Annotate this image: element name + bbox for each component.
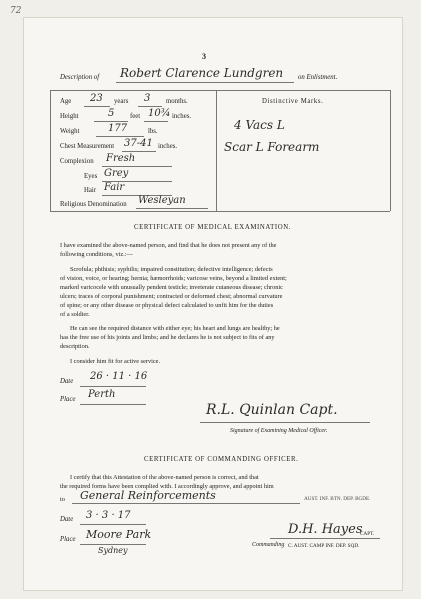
commanding-text-1: I certify that this Attestation of the above-named person is correct, and that bbox=[70, 474, 259, 481]
medical-intro-1: I have examined the above-named person, and find that he does not present any of the bbox=[60, 242, 277, 249]
complexion-rule bbox=[102, 166, 172, 167]
lbs-label: lbs. bbox=[148, 128, 158, 135]
height-feet-rule bbox=[94, 121, 128, 122]
attestation-page bbox=[10, 6, 402, 590]
medical-title: CERTIFICATE OF MEDICAL EXAMINATION. bbox=[134, 224, 292, 231]
description-suffix: on Enlistment. bbox=[298, 74, 338, 81]
height-label: Height bbox=[60, 113, 79, 120]
commanding-text-2: the required forms have been complied with. I accordingly approve, and appoint him bbox=[60, 483, 274, 490]
description-label: Description of bbox=[60, 74, 100, 81]
height-inches-rule bbox=[144, 121, 168, 122]
conditions-line-3: marked varicocele with unusually pendent testicle; inveterate cutaneous disease; chronic bbox=[60, 284, 283, 291]
medical-officer-signature: R.L. Quinlan Capt. bbox=[206, 402, 338, 418]
distinctive-marks-line-1: 4 Vacs L bbox=[234, 118, 285, 132]
commanding-date-rule bbox=[80, 524, 146, 525]
details-box-divider bbox=[216, 90, 217, 211]
age-months-value: 3 bbox=[144, 93, 151, 104]
commanding-place-label: Place bbox=[60, 536, 76, 543]
name-rule bbox=[116, 82, 294, 83]
conditions-line-6: of a soldier. bbox=[60, 311, 90, 318]
medical-signature-caption: Signature of Examining Medical Officer. bbox=[230, 428, 328, 434]
hair-label: Hair bbox=[84, 187, 97, 194]
eyes-label: Eyes bbox=[84, 173, 98, 180]
medical-intro-2: following conditions, viz.:— bbox=[60, 251, 133, 258]
hair-value: Fair bbox=[104, 182, 125, 193]
weight-label: Weight bbox=[60, 128, 80, 135]
medical-place-rule bbox=[80, 404, 146, 405]
medical-date-label: Date bbox=[60, 378, 74, 385]
commanding-label: Commanding bbox=[252, 542, 285, 548]
conditions-line-4: ulcers; traces of corporal punishment; contracted or deformed chest; abnormal curvature bbox=[60, 293, 283, 300]
details-box-bottom bbox=[50, 211, 390, 212]
recruit-name: Robert Clarence Lundgren bbox=[120, 66, 284, 80]
chest-label: Chest Measurement bbox=[60, 143, 115, 150]
unit-stamp: AUST. INF. BTN. DEP. BGDE. bbox=[304, 496, 371, 502]
details-box-left bbox=[50, 90, 51, 211]
years-label: years bbox=[114, 98, 129, 105]
medical-signature-rule bbox=[200, 422, 370, 423]
commanding-place-rule bbox=[80, 544, 146, 545]
commanding-signature: D.H. Hayes bbox=[288, 522, 363, 537]
age-years-value: 23 bbox=[90, 93, 103, 104]
distinctive-marks-label: Distinctive Marks. bbox=[262, 98, 324, 105]
chest-rule bbox=[122, 151, 156, 152]
commanding-signature-rule bbox=[270, 538, 380, 539]
chest-value: 37-41 bbox=[124, 138, 153, 149]
appointment-value: General Reinforcements bbox=[80, 489, 216, 502]
weight-rule bbox=[96, 136, 144, 137]
weight-value: 177 bbox=[108, 123, 128, 134]
commanding-place-note: Sydney bbox=[98, 546, 128, 555]
age-years-rule bbox=[84, 106, 110, 107]
conditions-line-2: of vision, voice, or hearing; hernia; hæmorrhoids; varicose veins, beyond a limited extent; bbox=[60, 275, 287, 282]
commanding-stamp: C. AUST. CAMP INF. DEP. SQD. bbox=[288, 543, 360, 549]
feet-label: feet bbox=[130, 113, 141, 120]
details-box-right bbox=[390, 90, 391, 211]
commanding-text-3: to bbox=[60, 496, 65, 503]
corner-mark: 72 bbox=[10, 6, 22, 16]
complexion-label: Complexion bbox=[60, 158, 94, 165]
sight-line-2: has the free use of his joints and limbs; and he declares he is not subject to fits of any bbox=[60, 334, 275, 341]
sight-line-1: He can see the required distance with either eye; his heart and lungs are healthy; he bbox=[70, 325, 280, 332]
distinctive-marks-line-2: Scar L Forearm bbox=[224, 140, 320, 154]
sight-line-3: description. bbox=[60, 343, 90, 350]
eyes-value: Grey bbox=[104, 168, 129, 179]
medical-date-value: 26 · 11 · 16 bbox=[90, 371, 148, 382]
commanding-title: CERTIFICATE OF COMMANDING OFFICER. bbox=[144, 456, 299, 463]
commanding-place-value: Moore Park bbox=[86, 528, 152, 541]
rank-stamp: CAPT. bbox=[360, 531, 375, 537]
commanding-date-value: 3 · 3 · 17 bbox=[86, 510, 131, 521]
months-label: months. bbox=[166, 98, 188, 105]
medical-date-rule bbox=[80, 386, 146, 387]
medical-place-label: Place bbox=[60, 396, 76, 403]
height-feet-value: 5 bbox=[108, 108, 115, 119]
medical-place-value: Perth bbox=[88, 389, 116, 400]
conditions-line-1: Scrofula; phthisis; syphilis; impaired constitution; defective intelligence; defects bbox=[70, 266, 273, 273]
details-box-top bbox=[50, 90, 390, 91]
religion-rule bbox=[136, 208, 208, 209]
religion-label: Religious Denomination bbox=[60, 201, 127, 208]
page-number: 3 bbox=[202, 52, 206, 61]
chest-unit: inches. bbox=[158, 143, 178, 150]
complexion-value: Fresh bbox=[106, 153, 136, 164]
inches-label: inches. bbox=[172, 113, 192, 120]
height-inches-value: 10¾ bbox=[148, 108, 171, 119]
fit-statement: I consider him fit for active service. bbox=[70, 358, 161, 365]
age-months-rule bbox=[138, 106, 162, 107]
commanding-date-label: Date bbox=[60, 516, 74, 523]
conditions-line-5: of spine; or any other disease or physical defect calculated to unfit him for the duties bbox=[60, 302, 274, 309]
age-label: Age bbox=[60, 98, 72, 105]
appointment-rule bbox=[72, 503, 300, 504]
religion-value: Wesleyan bbox=[138, 195, 186, 206]
